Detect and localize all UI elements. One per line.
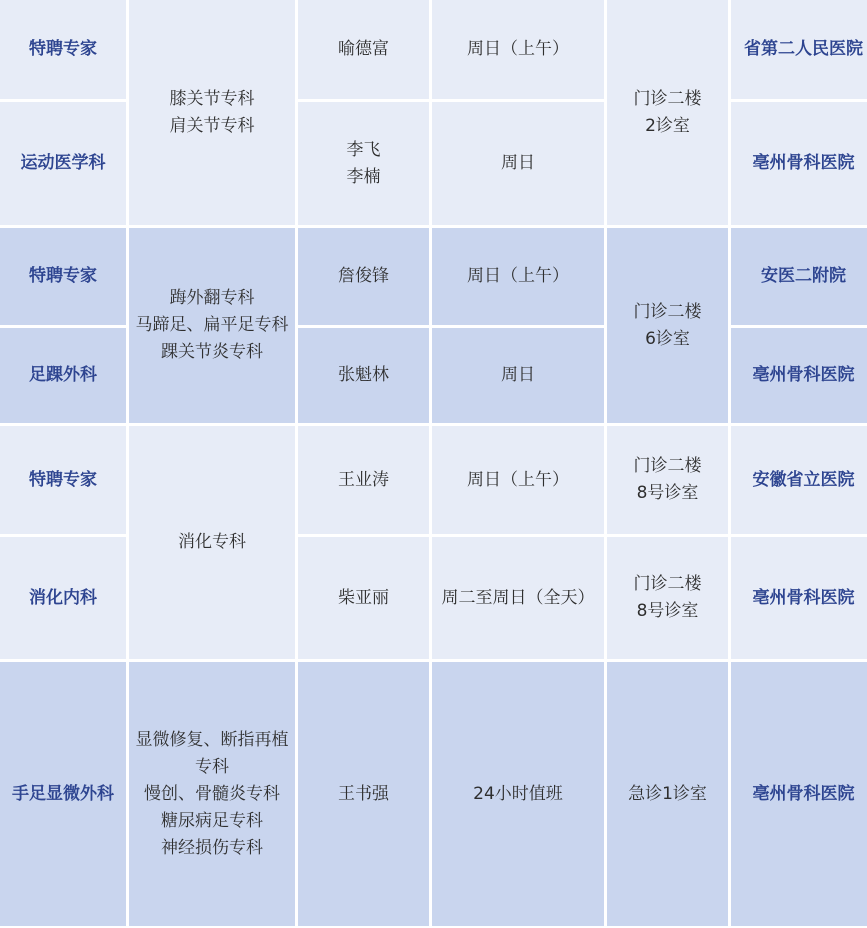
doctor-cell: 王业涛 — [298, 426, 429, 534]
department-cell: 特聘专家 — [0, 228, 126, 325]
time-cell: 24小时值班 — [432, 662, 604, 926]
doctor-cell: 李飞 李楠 — [298, 102, 429, 225]
hospital-cell: 亳州骨科医院 — [731, 328, 867, 423]
specialty-cell: 膝关节专科 肩关节专科 — [129, 0, 295, 225]
room-cell: 门诊二楼 6诊室 — [607, 228, 728, 423]
department-cell: 手足显微外科 — [0, 662, 126, 926]
hospital-cell: 省第二人民医院 — [731, 0, 867, 99]
doctor-cell: 张魁林 — [298, 328, 429, 423]
doctor-cell: 詹俊锋 — [298, 228, 429, 325]
room-cell: 门诊二楼 8号诊室 — [607, 426, 728, 534]
doctor-cell: 王书强 — [298, 662, 429, 926]
hospital-cell: 安医二附院 — [731, 228, 867, 325]
time-cell: 周日（上午） — [432, 228, 604, 325]
time-cell: 周日 — [432, 328, 604, 423]
specialty-cell: 踇外翻专科 马蹄足、扁平足专科 踝关节炎专科 — [129, 228, 295, 423]
hospital-cell: 亳州骨科医院 — [731, 537, 867, 659]
department-cell: 特聘专家 — [0, 426, 126, 534]
doctor-cell: 柴亚丽 — [298, 537, 429, 659]
specialty-cell: 消化专科 — [129, 426, 295, 659]
doctor-cell: 喻德富 — [298, 0, 429, 99]
hospital-cell: 安徽省立医院 — [731, 426, 867, 534]
department-cell: 消化内科 — [0, 537, 126, 659]
hospital-cell: 亳州骨科医院 — [731, 662, 867, 926]
room-cell: 门诊二楼 2诊室 — [607, 0, 728, 225]
hospital-cell: 亳州骨科医院 — [731, 102, 867, 225]
time-cell: 周日 — [432, 102, 604, 225]
room-cell: 急诊1诊室 — [607, 662, 728, 926]
department-cell: 运动医学科 — [0, 102, 126, 225]
time-cell: 周日（上午） — [432, 426, 604, 534]
time-cell: 周二至周日（全天） — [432, 537, 604, 659]
time-cell: 周日（上午） — [432, 0, 604, 99]
room-cell: 门诊二楼 8号诊室 — [607, 537, 728, 659]
department-cell: 特聘专家 — [0, 0, 126, 99]
specialty-cell: 显微修复、断指再植 专科 慢创、骨髓炎专科 糖尿病足专科 神经损伤专科 — [129, 662, 295, 926]
department-cell: 足踝外科 — [0, 328, 126, 423]
